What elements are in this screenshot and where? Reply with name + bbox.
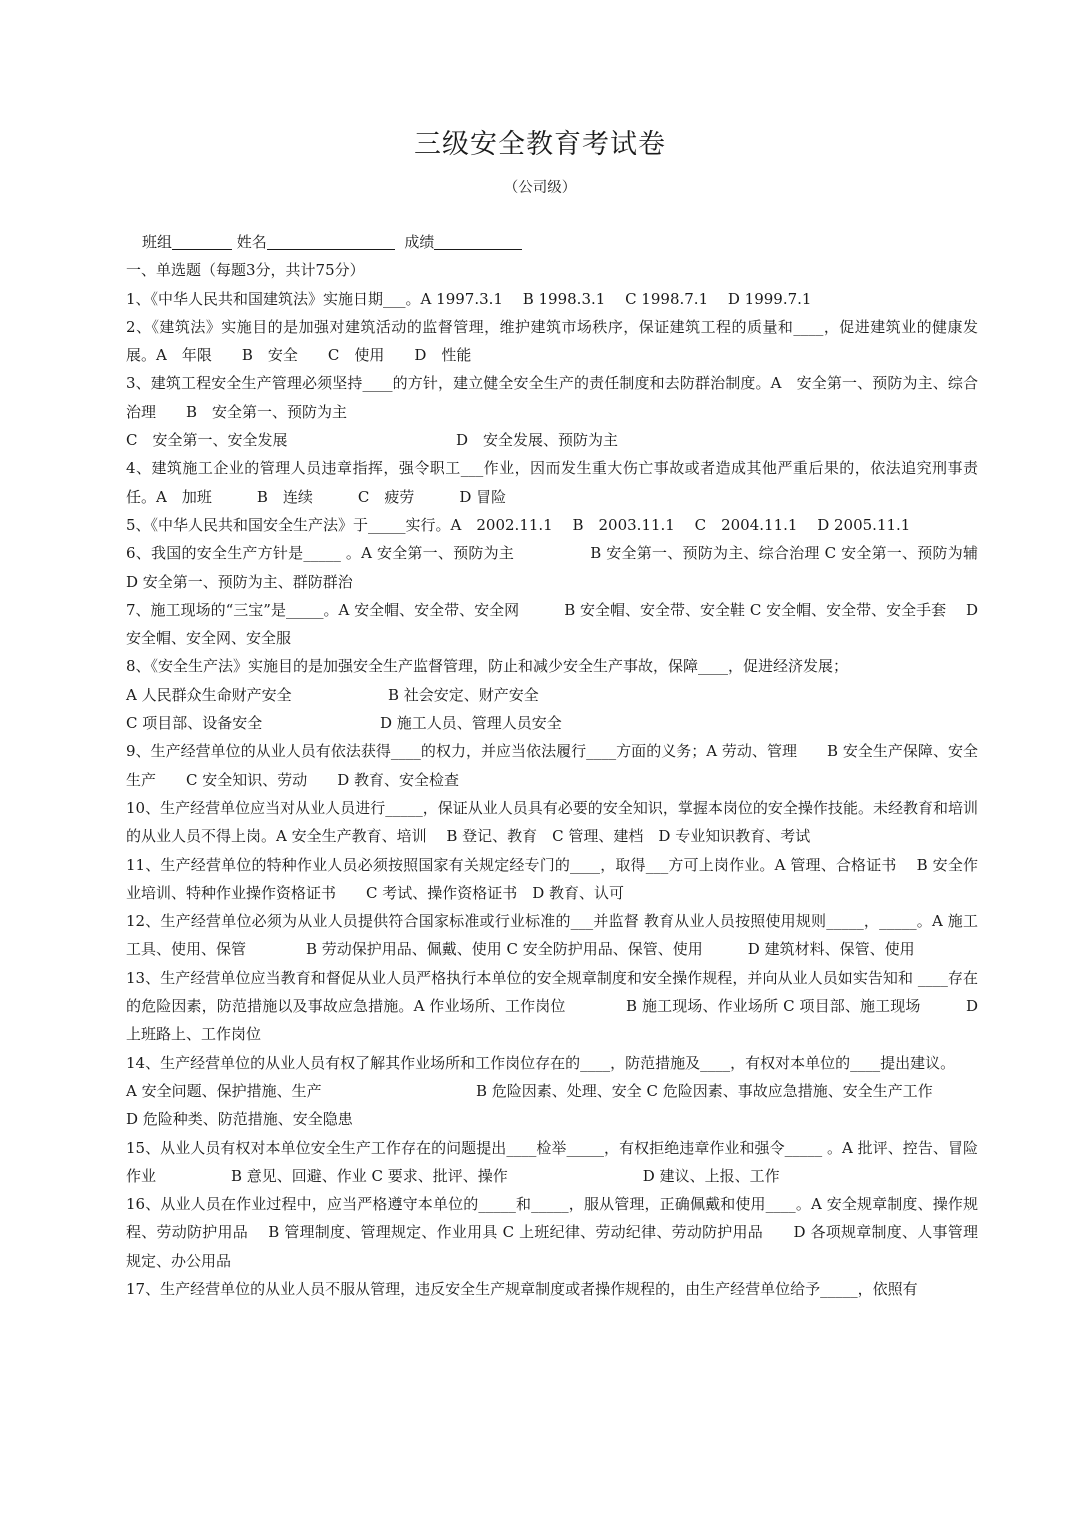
question-1: 1、《中华人民共和国建筑法》实施日期___。A 1997.3.1 B 1998.3.1 C 1998.7.1 D 1999.7.1 (126, 289, 812, 308)
score-field[interactable] (434, 231, 522, 250)
team-field[interactable] (172, 231, 232, 250)
question-8-options-cd (126, 709, 978, 737)
question-16: 16、从业人员在作业过程中，应当严格遵守本单位的_____和_____，服从管理，正确佩戴和使用____。A 安全规章制度、操作规程、劳动防护用品 B 管理制度、管理规定、作业用具 C 上班纪律、劳动纪律、劳动防护用品 D 各项规章制度、人事管理规定、办公用品 (126, 1195, 978, 1270)
name-label: 姓名 (236, 233, 267, 251)
page-subtitle: （公司级） (503, 180, 577, 196)
question-5: 5、《中华人民共和国安全生产法》于_____实行。A 2002.11.1 B 2003.11.1 C 2004.11.1 D 2005.11.1 (126, 515, 911, 534)
question-7: 7、施工现场的“三宝”是_____。A 安全帽、安全带、安全网 B 安全帽、安全带、安全鞋 C 安全帽、安全带、安全手套 D 安全帽、安全网、安全服 (126, 600, 978, 648)
question-14: 14、生产经营单位的从业人员有权了解其作业场所和工作岗位存在的____，防范措施及____，有权对本单位的____提出建议。 (126, 1053, 956, 1072)
section-heading: 一、单选题（每题3分，共计75分） (126, 261, 365, 280)
option-a: A 人民群众生命财产安全 (126, 685, 292, 704)
question-9: 9、生产经营单位的从业人员有依法获得____的权力，并应当依法履行____方面的义务；A 劳动、管理 B 安全生产保障、安全生产 C 安全知识、劳动 D 教育、安全检查 (126, 742, 978, 789)
question-10: 10、生产经营单位应当对从业人员进行_____，保证从业人员具有必要的安全知识，掌握本岗位的安全操作技能。未经教育和培训的从业人员不得上岗。A 安全生产教育、培训 B 登记、教育 C 管理、建档 D 专业知识教育、考试 (126, 798, 978, 846)
option-d: D 安全发展、预防为主 (456, 431, 619, 450)
exam-body (126, 228, 1024, 1303)
question-6: 6、我国的安全生产方针是_____ 。A 安全第一、预防为主 B 安全第一、预防为主、综合治理 C 安全第一、预防为辅 D 安全第一、预防为主、群防群治 (126, 544, 1024, 591)
student-info-row (126, 228, 978, 256)
option-b: B 社会安定、财产安全 (388, 685, 539, 704)
option-a: A 安全问题、保护措施、生产 (126, 1081, 322, 1100)
question-3-options (126, 426, 978, 454)
question-4: 4、建筑施工企业的管理人员违章指挥，强令职工___作业，因而发生重大伤亡事故或者造成其他严重后果的，依法追究刑事责任。A 加班 B 连续 C 疲劳 D 冒险 (126, 459, 978, 506)
question-13: 13、生产经营单位应当教育和督促从业人员严格执行本单位的安全规章制度和安全操作规程，并向从业人员如实告知和 ____存在的危险因素，防范措施以及事故应急措施。A 作业场所、工作岗位 B 施工现场、作业场所 C 项目部、施工现场 D 上班路上、工作岗位 (126, 968, 978, 1044)
question-14-option-d: D 危险种类、防范措施、安全隐患 (126, 1110, 353, 1129)
question-11: 11、生产经营单位的特种作业人员必须按照国家有关规定经专门的____，取得___方可上岗作业。A 管理、合格证书 B 安全作业培训、特种作业操作资格证书 C 考试、操作资格证书 D 教育、认可 (126, 855, 978, 902)
page-title: 三级安全教育考试卷 (414, 129, 666, 160)
question-14-options-abc (126, 1077, 978, 1105)
question-8-options-ab (126, 681, 978, 709)
question-12: 12、生产经营单位必须为从业人员提供符合国家标准或行业标准的___并监督 教育从业人员按照使用规则_____，_____。A 施工工具、使用、保管 B 劳动保护用品、佩戴、使用 C 安全防护用品、保管、使用 D 建筑材料、保管、使用 (126, 912, 978, 959)
question-2: 2、《建筑法》实施目的是加强对建筑活动的监督管理，维护建筑市场秩序，保证建筑工程的质量和____，促进建筑业的健康发展。A 年限 B 安全 C 使用 D 性能 (126, 317, 978, 365)
name-field[interactable] (267, 231, 395, 250)
option-bc: B 危险因素、处理、安全 C 危险因素、事故应急措施、安全生产工作 (476, 1081, 933, 1100)
team-label: 班组 (142, 233, 173, 251)
score-label: 成绩 (404, 233, 435, 251)
option-c: C 安全第一、安全发展 (126, 431, 288, 450)
option-c: C 项目部、设备安全 (126, 714, 263, 733)
option-d: D 施工人员、管理人员安全 (380, 714, 562, 733)
question-15: 15、从业人员有权对本单位安全生产工作存在的问题提出____检举_____，有权拒绝违章作业和强令_____ 。A 批评、控告、冒险作业 B 意见、回避、作业 C 要求、批评、操作 D 建议、上报、工作 (126, 1138, 978, 1185)
question-3: 3、建筑工程安全生产管理必须坚持____的方针，建立健全安全生产的责任制度和去防群治制度。A 安全第一、预防为主、综合治理 B 安全第一、预防为主 (126, 374, 978, 421)
question-8: 8、《安全生产法》实施目的是加强安全生产监督管理，防止和减少安全生产事故，保障____，促进经济发展； (126, 657, 849, 676)
question-17: 17、生产经营单位的从业人员不服从管理，违反安全生产规章制度或者操作规程的，由生产经营单位给予_____，依照有 (126, 1279, 918, 1298)
